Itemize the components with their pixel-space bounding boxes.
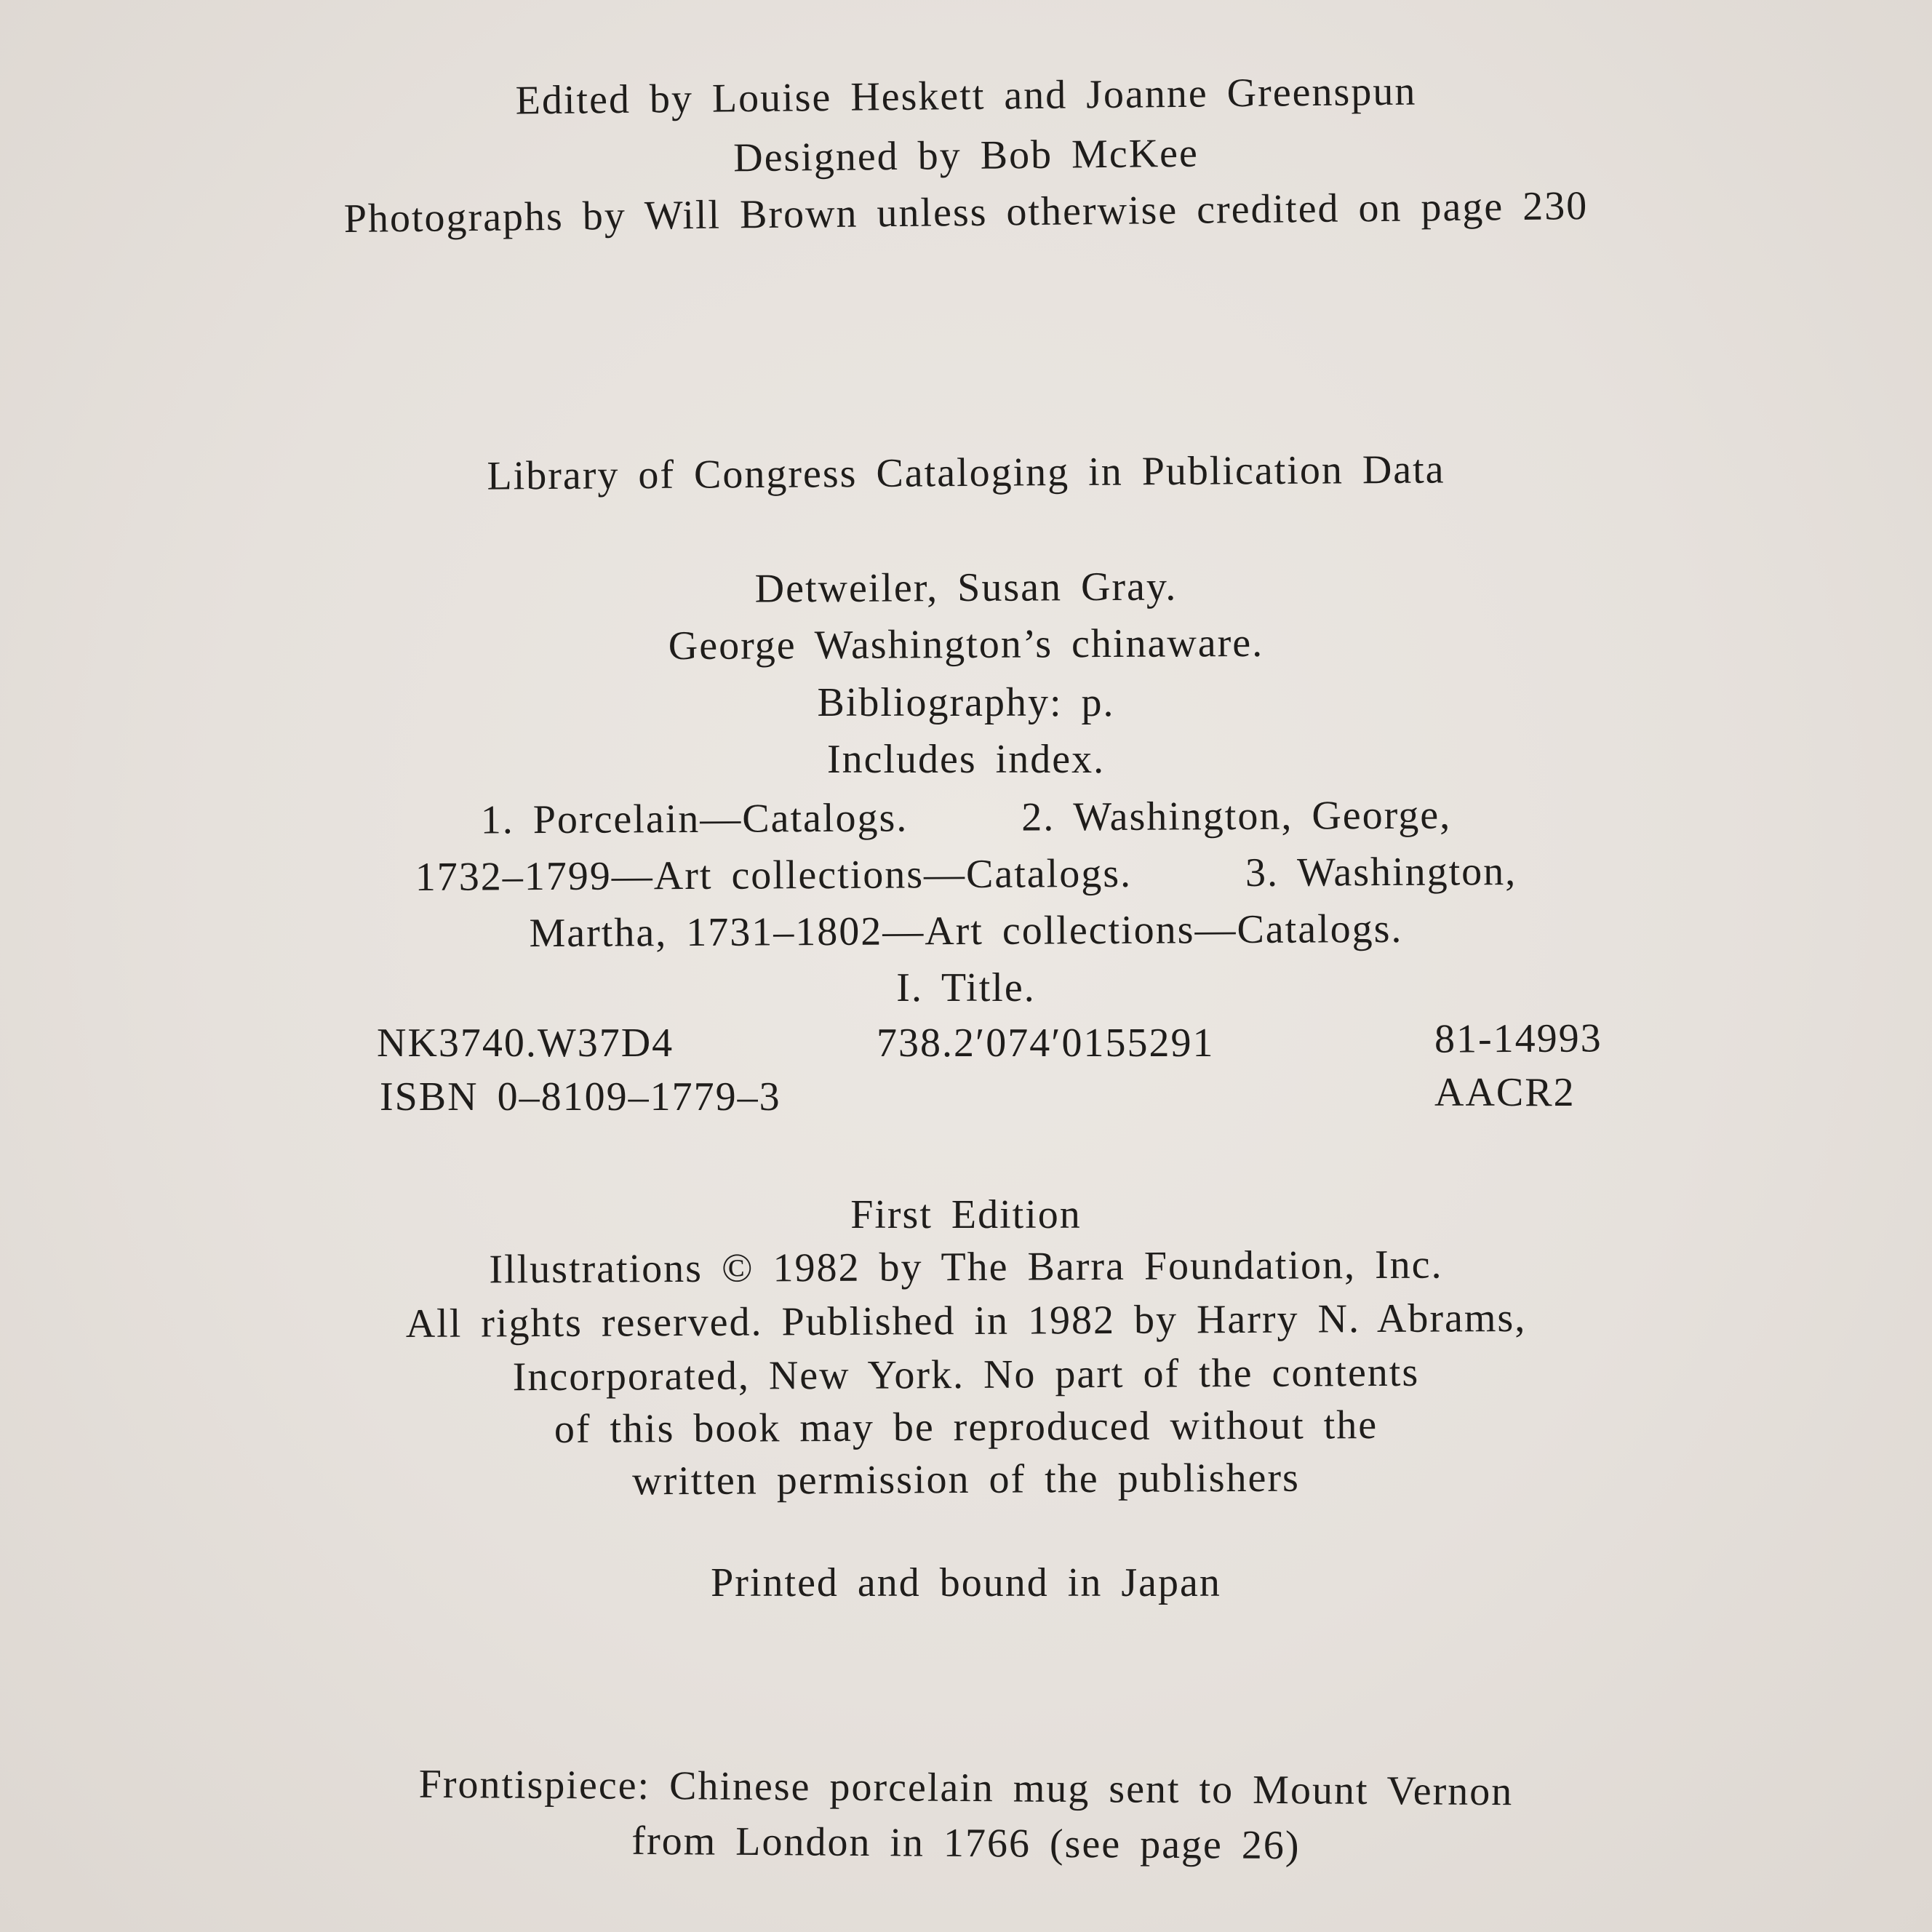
lc-classification: NK3740.W37D4 (377, 1021, 674, 1066)
printed-in: Printed and bound in Japan (711, 1560, 1221, 1605)
designed-by-line: Designed by Bob McKee (733, 130, 1199, 181)
dewey-number: 738.2′074′0155291 (877, 1021, 1215, 1066)
cip-subject-line-3: Martha, 1731–1802—Art collections—Catalogs. (529, 906, 1403, 957)
frontispiece-line-1: Frontispiece: Chinese porcelain mug sent to Mount Vernon (418, 1761, 1514, 1815)
photographs-by-line: Photographs by Will Brown unless otherwise credited on page 230 (343, 183, 1589, 242)
lccn: 81-14993 (1434, 1015, 1602, 1062)
cip-title-entry: I. Title. (896, 965, 1036, 1010)
frontispiece-line-2: from London in 1766 (see page 26) (631, 1818, 1301, 1869)
rights-line-1: All rights reserved. Published in 1982 by Harry N. Abrams, (405, 1295, 1527, 1347)
rights-line-2: Incorporated, New York. No part of the contents (512, 1349, 1420, 1400)
cip-index: Includes index. (826, 737, 1106, 782)
illustrations-copyright: Illustrations © 1982 by The Barra Foundation, Inc. (489, 1242, 1443, 1293)
cip-bibliography: Bibliography: p. (817, 680, 1115, 725)
cip-title: George Washington’s chinaware. (668, 620, 1264, 669)
edition: First Edition (850, 1192, 1082, 1237)
cip-author: Detweiler, Susan Gray. (754, 564, 1178, 612)
edited-by-line: Edited by Louise Heskett and Joanne Greenspun (515, 68, 1417, 124)
rights-line-3: of this book may be reproduced without the (554, 1402, 1378, 1452)
cip-heading: Library of Congress Cataloging in Publication Data (487, 447, 1445, 499)
cip-subject-line-1: 1. Porcelain—Catalogs. 2. Washington, George, (480, 792, 1452, 843)
rights-line-4: written permission of the publishers (632, 1455, 1300, 1504)
cip-subject-line-2: 1732–1799—Art collections—Catalogs. 3. Washington, (415, 849, 1517, 900)
aacr2: AACR2 (1434, 1070, 1576, 1115)
isbn: ISBN 0–8109–1779–3 (380, 1074, 781, 1119)
